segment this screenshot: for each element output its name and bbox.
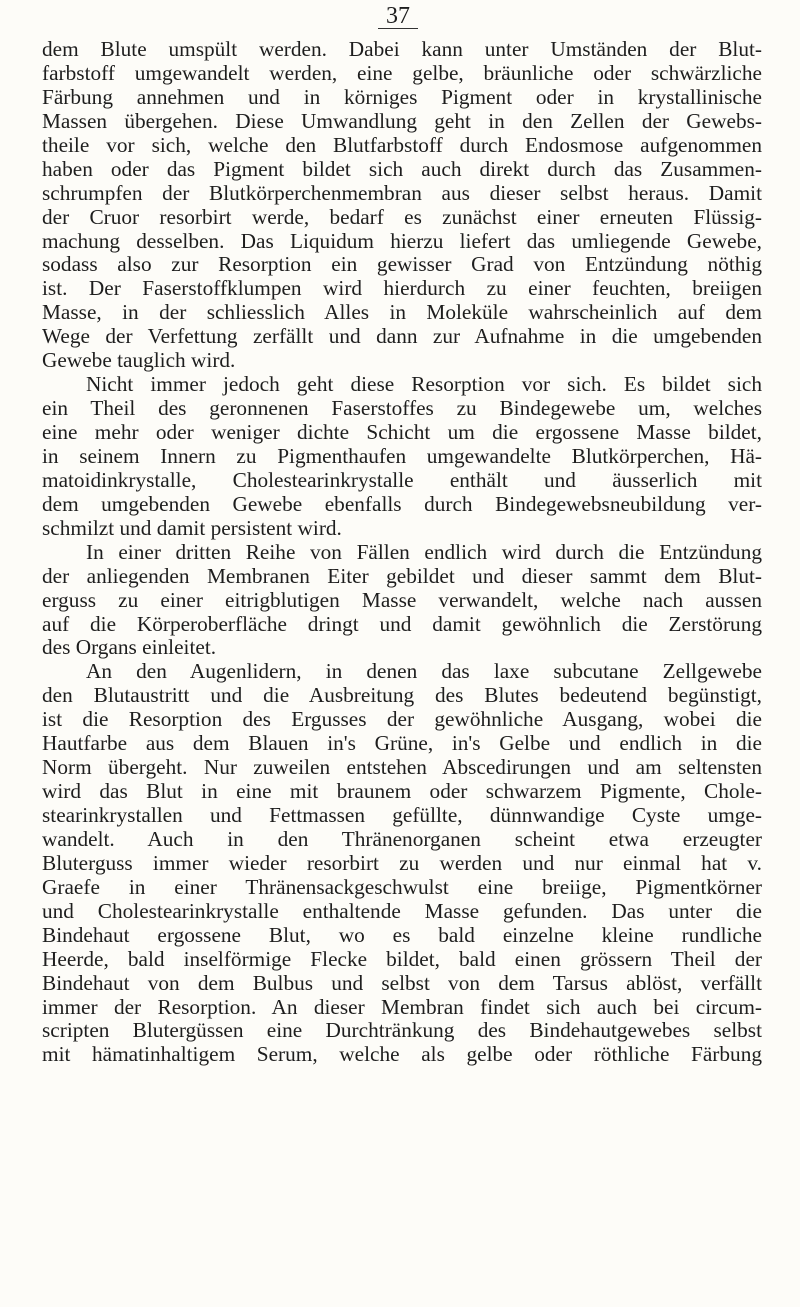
text-line: wird das Blut in eine mit braunem oder schwarzem Pigmente, Chole- [42, 779, 762, 804]
text-line: Norm übergeht. Nur zuweilen entstehen Abscedirungen und am seltensten [42, 755, 762, 780]
text-line: des Organs einleitet. [42, 635, 217, 660]
text-line: sodass also zur Resorption ein gewisser Grad von Entzündung nöthig [42, 252, 762, 277]
text-line: Massen übergehen. Diese Umwandlung geht in den Zellen der Gewebs- [42, 108, 762, 133]
text-line: dem Blute umspült werden. Dabei kann unter Umständen der Blut- [42, 37, 762, 61]
text-line: theile vor sich, welche den Blutfarbstoff durch Endosmose aufgenommen [42, 132, 762, 157]
text-line: scripten Blutergüssen eine Durchtränkung des Bindehautgewebes selbst [42, 1018, 762, 1043]
text-line: erguss zu einer eitrigblutigen Masse verwandelt, welche nach aussen [42, 587, 762, 612]
text-line: matoidinkrystalle, Cholestearinkrystalle enthält und äusserlich mit [42, 467, 762, 492]
text-line: machung desselben. Das Liquidum hierzu liefert das umliegende Gewebe, [42, 228, 762, 253]
text-line: und Cholestearinkrystalle enthaltende Masse gefunden. Das unter die [42, 898, 762, 923]
text-line: schmilzt und damit persistent wird. [42, 515, 342, 540]
text-line: Gewebe tauglich wird. [42, 348, 236, 373]
text-line: ein Theil des geronnenen Faserstoffes zu Bindegewebe um, welches [42, 396, 762, 421]
text-line: immer der Resorption. An dieser Membran findet sich auch bei circum- [42, 994, 762, 1019]
text-line: Wege der Verfettung zerfällt und dann zur Aufnahme in die umgebenden [42, 324, 762, 349]
text-line: Hautfarbe aus dem Blauen in's Grüne, in's Gelbe und endlich in die [42, 731, 762, 756]
text-line: Graefe in einer Thränensackgeschwulst eine breiige, Pigmentkörner [42, 874, 762, 899]
text-line: An den Augenlidern, in denen das laxe subcutane Zellgewebe [86, 659, 762, 684]
text-line: haben oder das Pigment bildet sich auch direkt durch das Zusammen- [42, 156, 762, 181]
text-line: ist. Der Faserstoffklumpen wird hierdurch zu einer feuchten, breiigen [42, 276, 762, 301]
text-line: der anliegenden Membranen Eiter gebildet und dieser sammt dem Blut- [42, 563, 762, 588]
text-line: mit hämatinhaltigem Serum, welche als gelbe oder röthliche Färbung [42, 1042, 762, 1067]
text-line: in seinem Innern zu Pigmenthaufen umgewandelte Blutkörperchen, Hä- [42, 443, 762, 468]
text-line: farbstoff umgewandelt werden, eine gelbe, bräunliche oder schwärzliche [42, 60, 762, 85]
text-line: auf die Körperoberfläche dringt und damit gewöhnlich die Zerstörung [42, 611, 762, 636]
text-line: In einer dritten Reihe von Fällen endlich wird durch die Entzündung [86, 539, 762, 564]
text-line: den Blutaustritt und die Ausbreitung des Blutes bedeutend begünstigt, [42, 683, 762, 708]
text-line: Bluterguss immer wieder resorbirt zu werden und nur einmal hat v. [42, 850, 762, 875]
body-text [42, 38, 762, 1067]
text-line: Bindehaut von dem Bulbus und selbst von dem Tarsus ablöst, verfällt [42, 970, 762, 995]
text-line: Bindehaut ergossene Blut, wo es bald einzelne kleine rundliche [42, 922, 762, 947]
text-line: eine mehr oder weniger dichte Schicht um die ergossene Masse bildet, [42, 420, 762, 444]
text-line: dem umgebenden Gewebe ebenfalls durch Bindegewebsneubildung ver- [42, 491, 762, 516]
text-line: Heerde, bald inselförmige Flecke bildet, bald einen grössern Theil der [42, 946, 762, 971]
text-line: Färbung annehmen und in körniges Pigment oder in krystallinische [42, 84, 762, 109]
text-line: Masse, in der schliesslich Alles in Moleküle wahrscheinlich auf dem [42, 300, 762, 325]
text-line: schrumpfen der Blutkörperchenmembran aus dieser selbst heraus. Damit [42, 180, 762, 205]
text-line: wandelt. Auch in den Thränenorganen scheint etwa erzeugter [42, 826, 762, 851]
text-line: Nicht immer jedoch geht diese Resorption vor sich. Es bildet sich [86, 372, 762, 397]
text-line: ist die Resorption des Ergusses der gewöhnliche Ausgang, wobei die [42, 707, 762, 732]
text-line: der Cruor resorbirt werde, bedarf es zunächst einer erneuten Flüssig- [42, 204, 762, 229]
text-line: stearinkrystallen und Fettmassen gefüllte, dünnwandige Cyste umge- [42, 803, 762, 827]
page-number: 37 [378, 4, 418, 29]
